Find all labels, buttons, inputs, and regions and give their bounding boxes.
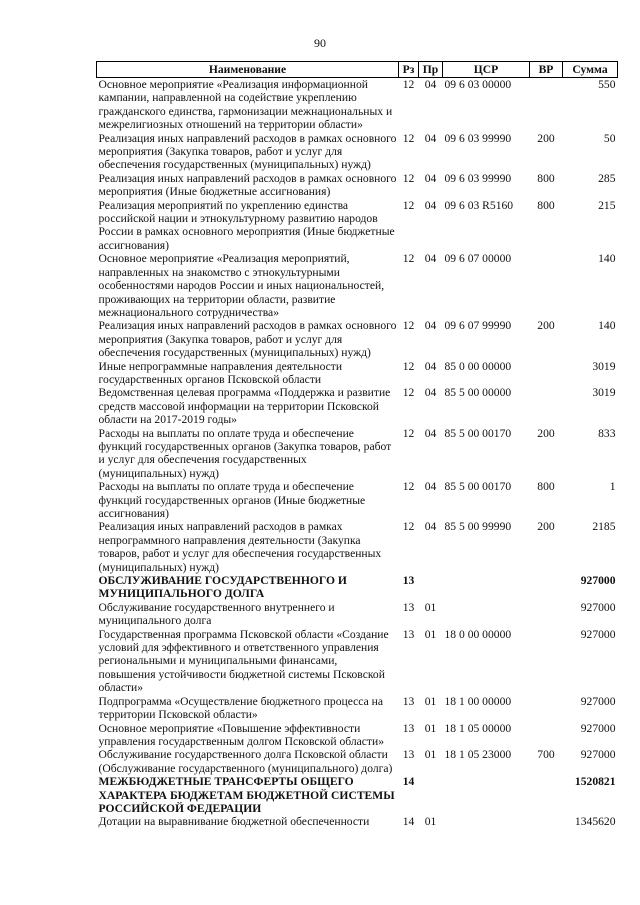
cell-sum: 285 xyxy=(598,171,616,185)
table-row xyxy=(97,601,618,628)
cell-name: Дотации на выравнивание бюджетной обеспеченности xyxy=(98,815,370,829)
cell-sum: 140 xyxy=(598,252,616,266)
cell-sum: 927000 xyxy=(580,721,616,735)
header-sum: Сумма xyxy=(563,62,618,78)
cell-rz: 12 xyxy=(402,78,415,91)
table-row xyxy=(97,132,618,172)
cell-csr: 09 6 03 99990 xyxy=(444,171,512,185)
cell-pr: 04 xyxy=(424,480,437,494)
cell-name: Ведомственная целевая программа «Поддержка и развитие средств массовой информации на территории Псковской области на 2017-2019 годы» xyxy=(98,386,391,427)
cell-sum: 3019 xyxy=(592,359,616,373)
cell-sum: 140 xyxy=(598,319,616,333)
cell-sum: 1345620 xyxy=(574,815,616,829)
cell-vr xyxy=(530,695,563,722)
cell-pr: 04 xyxy=(424,78,437,91)
cell-name: Расходы на выплаты по оплате труда и обеспечение функций государственных органов (Закупка товаров, работ и услуг для обеспечения государственных (муниципальных) нужд) xyxy=(98,426,392,480)
table-row xyxy=(97,386,618,426)
cell-vr: 800 xyxy=(537,171,555,185)
cell-pr: 01 xyxy=(424,600,437,614)
cell-csr: 85 5 00 00170 xyxy=(444,426,512,440)
cell-csr: 09 6 03 00000 xyxy=(444,78,512,91)
cell-csr: 09 6 03 99990 xyxy=(444,131,512,145)
table-row xyxy=(97,480,618,520)
cell-pr: 04 xyxy=(424,171,437,185)
cell-pr: 01 xyxy=(424,748,437,762)
table-row xyxy=(97,628,618,695)
cell-rz: 14 xyxy=(402,815,415,829)
table-row xyxy=(97,199,618,253)
cell-pr xyxy=(419,775,443,815)
cell-rz: 12 xyxy=(402,171,415,185)
table-row xyxy=(97,815,618,828)
cell-rz: 13 xyxy=(402,574,415,588)
cell-csr xyxy=(443,601,530,628)
table-row xyxy=(97,695,618,722)
table-row xyxy=(97,722,618,749)
cell-sum: 550 xyxy=(598,78,616,91)
cell-name: Реализация мероприятий по укреплению единства российской нации и этнокультурному развитию народов России в рамках основного мероприятия (Иные бюджетные ассигнования) xyxy=(98,198,395,252)
table-header-row xyxy=(97,62,618,78)
cell-pr: 04 xyxy=(424,426,437,440)
cell-pr: 04 xyxy=(424,131,437,145)
cell-sum: 927000 xyxy=(580,627,616,641)
cell-vr xyxy=(530,601,563,628)
table-row xyxy=(97,748,618,775)
cell-sum: 1520821 xyxy=(574,775,616,789)
cell-csr: 18 1 05 00000 xyxy=(444,721,512,735)
table-row xyxy=(97,252,618,319)
cell-csr: 85 0 00 00000 xyxy=(444,359,512,373)
cell-pr: 01 xyxy=(424,694,437,708)
cell-sum: 3019 xyxy=(592,386,616,400)
cell-name: Основное мероприятие «Реализация мероприятий, направленных на знакомство с этнокультурными особенностями народов России и иных национальностей, проживающих на территории области, развитие межнационального сотрудничества» xyxy=(98,252,385,319)
cell-name: Обслуживание государственного внутреннего и муниципального долга xyxy=(98,600,335,628)
cell-rz: 12 xyxy=(402,319,415,333)
cell-vr xyxy=(530,252,563,319)
cell-vr: 800 xyxy=(537,480,555,494)
table-row xyxy=(97,427,618,481)
cell-csr: 09 6 07 00000 xyxy=(444,252,512,266)
cell-pr: 01 xyxy=(424,627,437,641)
cell-rz: 13 xyxy=(402,694,415,708)
cell-csr: 18 1 00 00000 xyxy=(444,694,512,708)
cell-pr xyxy=(419,574,443,601)
cell-rz: 12 xyxy=(402,252,415,266)
cell-rz: 12 xyxy=(402,131,415,145)
header-name: Наименование xyxy=(97,62,399,78)
cell-csr: 18 0 00 00000 xyxy=(444,627,512,641)
cell-csr xyxy=(443,775,530,815)
cell-csr: 09 6 03 R5160 xyxy=(444,198,514,212)
cell-sum: 50 xyxy=(603,131,616,145)
cell-vr xyxy=(530,775,563,815)
cell-rz: 12 xyxy=(402,386,415,400)
cell-vr: 200 xyxy=(537,131,555,145)
page-number: 90 xyxy=(314,36,326,50)
cell-name: Подпрограмма «Осуществление бюджетного процесса на территории Псковской области» xyxy=(98,694,383,722)
cell-sum: 2185 xyxy=(592,520,616,534)
table-body xyxy=(97,78,618,829)
cell-vr xyxy=(530,628,563,695)
cell-vr xyxy=(530,815,563,828)
table-row xyxy=(97,360,618,387)
cell-name: Иные непрограммные направления деятельности государственных органов Псковской области xyxy=(98,359,343,386)
cell-vr xyxy=(530,574,563,601)
cell-sum: 927000 xyxy=(580,600,616,614)
cell-pr: 01 xyxy=(424,815,437,829)
cell-name: Реализация иных направлений расходов в рамках непрограммного направления деятельности (Закупка товаров, работ и услуг для обеспечения государственных (муниципальных) нужд) xyxy=(98,520,382,574)
cell-vr: 200 xyxy=(537,426,555,440)
table-row xyxy=(97,520,618,574)
cell-vr xyxy=(530,360,563,387)
cell-name: Обслуживание государственного долга Псковской области (Обслуживание государственного (муниципального) долга) xyxy=(98,748,393,775)
cell-pr: 04 xyxy=(424,359,437,373)
cell-name: МЕЖБЮДЖЕТНЫЕ ТРАНСФЕРТЫ ОБЩЕГО ХАРАКТЕРА БЮДЖЕТАМ БЮДЖЕТНОЙ СИСТЕМЫ РОССИЙСКОЙ ФЕДЕРАЦИИ xyxy=(98,775,395,815)
cell-pr: 04 xyxy=(424,319,437,333)
cell-csr: 85 5 00 00170 xyxy=(444,480,512,494)
cell-sum: 215 xyxy=(598,198,616,212)
cell-vr: 800 xyxy=(537,198,555,212)
cell-rz: 13 xyxy=(402,600,415,614)
table-row xyxy=(97,172,618,199)
cell-pr: 01 xyxy=(424,721,437,735)
cell-name: Реализация иных направлений расходов в рамках основного мероприятия (Закупка товаров, работ и услуг для обеспечения государственных (муниципальных) нужд) xyxy=(98,131,397,172)
budget-table xyxy=(96,61,618,829)
header-csr: ЦСР xyxy=(443,62,530,78)
cell-vr xyxy=(530,78,563,132)
cell-pr: 04 xyxy=(424,386,437,400)
cell-name: Основное мероприятие «Повышение эффективности управления государственным долгом Псковской области» xyxy=(98,721,384,748)
cell-vr xyxy=(530,386,563,426)
cell-rz: 14 xyxy=(402,775,415,789)
cell-rz: 13 xyxy=(402,721,415,735)
cell-csr xyxy=(443,815,530,828)
cell-name: Реализация иных направлений расходов в рамках основного мероприятия (Закупка товаров, работ и услуг для обеспечения государственных (муниципальных) нужд) xyxy=(98,319,397,360)
cell-csr xyxy=(443,574,530,601)
cell-sum: 927000 xyxy=(580,694,616,708)
cell-sum: 927000 xyxy=(580,748,616,762)
cell-rz: 12 xyxy=(402,480,415,494)
cell-rz: 12 xyxy=(402,198,415,212)
table-row xyxy=(97,574,618,601)
cell-vr: 200 xyxy=(537,520,555,534)
cell-vr: 700 xyxy=(537,748,555,762)
cell-rz: 13 xyxy=(402,748,415,762)
table-row xyxy=(97,775,618,815)
cell-csr: 85 5 00 99990 xyxy=(444,520,512,534)
table-row xyxy=(97,319,618,359)
cell-name: ОБСЛУЖИВАНИЕ ГОСУДАРСТВЕННОГО И МУНИЦИПАЛЬНОГО ДОЛГА xyxy=(98,574,347,601)
cell-rz: 12 xyxy=(402,359,415,373)
cell-csr: 09 6 07 99990 xyxy=(444,319,512,333)
cell-rz: 12 xyxy=(402,520,415,534)
cell-name: Государственная программа Псковской области «Создание условий для эффективного и ответственного управления региональными и муниципальными финансами, повышения устойчивости бюджетной системы Псковской области» xyxy=(98,627,389,695)
cell-pr: 04 xyxy=(424,252,437,266)
cell-name: Реализация иных направлений расходов в рамках основного мероприятия (Иные бюджетные ассигнования) xyxy=(98,171,397,199)
cell-rz: 12 xyxy=(402,426,415,440)
cell-rz: 13 xyxy=(402,627,415,641)
cell-vr: 200 xyxy=(537,319,555,333)
cell-sum: 833 xyxy=(598,426,616,440)
header-rz: Рз xyxy=(399,62,419,78)
cell-csr: 18 1 05 23000 xyxy=(444,748,512,762)
header-vr: ВР xyxy=(530,62,563,78)
cell-pr: 04 xyxy=(424,520,437,534)
header-pr: Пр xyxy=(419,62,443,78)
cell-sum: 1 xyxy=(609,480,616,494)
table-row xyxy=(97,78,618,132)
cell-name: Расходы на выплаты по оплате труда и обеспечение функций государственных органов (Иные бюджетные ассигнования) xyxy=(98,480,366,520)
cell-sum: 927000 xyxy=(580,574,616,588)
cell-csr: 85 5 00 00000 xyxy=(444,386,512,400)
cell-vr xyxy=(530,722,563,749)
cell-pr: 04 xyxy=(424,198,437,212)
cell-name: Основное мероприятие «Реализация информационной кампании, направленной на содействие укреплению гражданского единства, гармонизации межнациональных и межрелигиозных отношений на территории области» xyxy=(98,78,393,132)
